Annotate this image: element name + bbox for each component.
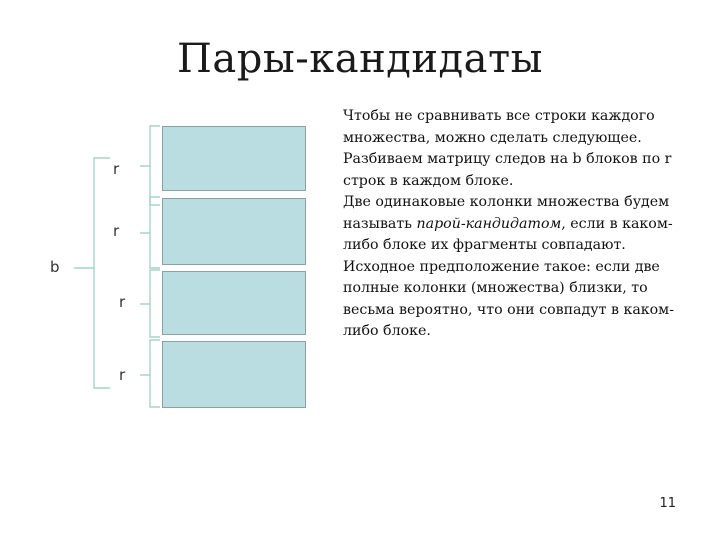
- block-bracket-2: [140, 197, 160, 268]
- outer-label-b: b: [50, 258, 60, 276]
- paragraph-3: [343, 192, 683, 343]
- block-1: [162, 126, 306, 191]
- paragraph-2: Разбиваем матрицу следов на b блоков по r строк в каждом блоке.: [343, 151, 672, 189]
- paragraph-1: Чтобы не сравнивать все строки каждого множества, можно сделать следующее.: [343, 108, 655, 146]
- paragraph-3-start: Две одинаковые колонки множества будем называть: [343, 194, 670, 232]
- block-bracket-3: [140, 270, 160, 337]
- block-3: [162, 271, 306, 335]
- block-bracket-4: [140, 340, 160, 407]
- page-number: 11: [659, 496, 676, 511]
- block-4: [162, 341, 306, 408]
- term-candidate-pair: парой-кандидатом: [416, 215, 562, 232]
- slide-title: Пары-кандидаты: [177, 36, 543, 82]
- block-label-r-4: r: [119, 366, 126, 384]
- block-2: [162, 198, 306, 265]
- block-label-r-2: r: [113, 222, 120, 240]
- block-label-r-1: r: [113, 160, 120, 178]
- outer-bracket: [74, 158, 110, 388]
- block-label-r-3: r: [119, 293, 126, 311]
- paragraph-3-end: , если в каком-либо блоке их фрагменты совпадают. Исходное предположение такое: если две полные колонки (множества) близки, то весьма вероятно, что они совпадут в каком-либо блоке.: [343, 215, 675, 339]
- body-text: [343, 106, 683, 343]
- block-bracket-1: [140, 126, 160, 205]
